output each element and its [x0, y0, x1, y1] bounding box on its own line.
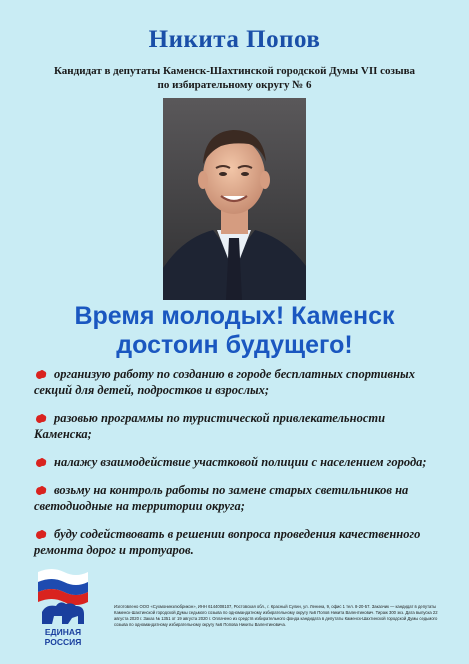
program-point — [34, 526, 444, 558]
united-russia-logo — [34, 566, 92, 650]
program-point-text: налажу взаимодействие участковой полиции с населением города; — [54, 455, 427, 469]
logo-line-1: ЕДИНАЯ — [44, 627, 82, 637]
candidate-photo — [163, 98, 306, 300]
party-emblem-icon — [34, 566, 92, 628]
bear-bullet-icon — [34, 367, 48, 381]
bear-bullet-icon — [34, 527, 48, 541]
bear-bullet-icon — [34, 455, 48, 469]
program-points-list — [34, 366, 444, 570]
candidate-subtitle — [20, 64, 449, 92]
bear-bullet-icon — [34, 411, 48, 425]
program-point-text: возьму на контроль работы по замене старых светильников на светодиодные на территории округа; — [34, 483, 409, 513]
portrait-image — [163, 98, 306, 300]
slogan-line-1: Время молодых! Каменск — [74, 302, 395, 330]
program-point-text: организую работу по созданию в городе бесплатных спортивных секций для детей, подростков и взрослых; — [34, 367, 415, 397]
program-point — [34, 366, 444, 398]
slogan-line-2: достоин будущего! — [116, 331, 353, 359]
subtitle-line-2: по избирательному округу № 6 — [157, 79, 312, 91]
campaign-slogan — [0, 302, 469, 360]
program-point — [34, 482, 444, 514]
subtitle-line-1: Кандидат в депутаты Каменск-Шахтинской городской Думы VII созыва — [53, 65, 416, 77]
imprint-text: Изготовлено ООО «Сухмонинзлюбрикон», ИНН 6144008107, Ростовская обл., г. Красный Сулин, ул. Ленина, 9, офис 1 тел. 8-20-57. Заказчик — кандидат в депутаты Каменск-Шахтинской городской Думы седьмого созыва по одномандатному избирательному округу №6 Попов Никита Валентинович. Тираж 300 экз. Дата выпуска 22 августа 2020 г. Заказ № 1351 от 19 августа 2020 г. Оплачено из средств избирательного фонда кандидата в депутаты Каменск-Шахтинской городской Думы седьмого созыва по одномандатному избирательному округу №6 Попова Никиты Валентиновича. — [114, 604, 438, 627]
program-point — [34, 454, 444, 470]
program-point-text: разовью программы по туристической привлекательности Каменска; — [34, 411, 386, 441]
candidate-name: Никита Попов — [148, 26, 321, 53]
program-point — [34, 410, 444, 442]
bear-bullet-icon — [34, 483, 48, 497]
program-point-text: буду содействовать в решении вопроса проведения качественного ремонта дорог и тротуаров. — [34, 527, 421, 557]
logo-line-2: РОССИЯ — [44, 637, 82, 647]
